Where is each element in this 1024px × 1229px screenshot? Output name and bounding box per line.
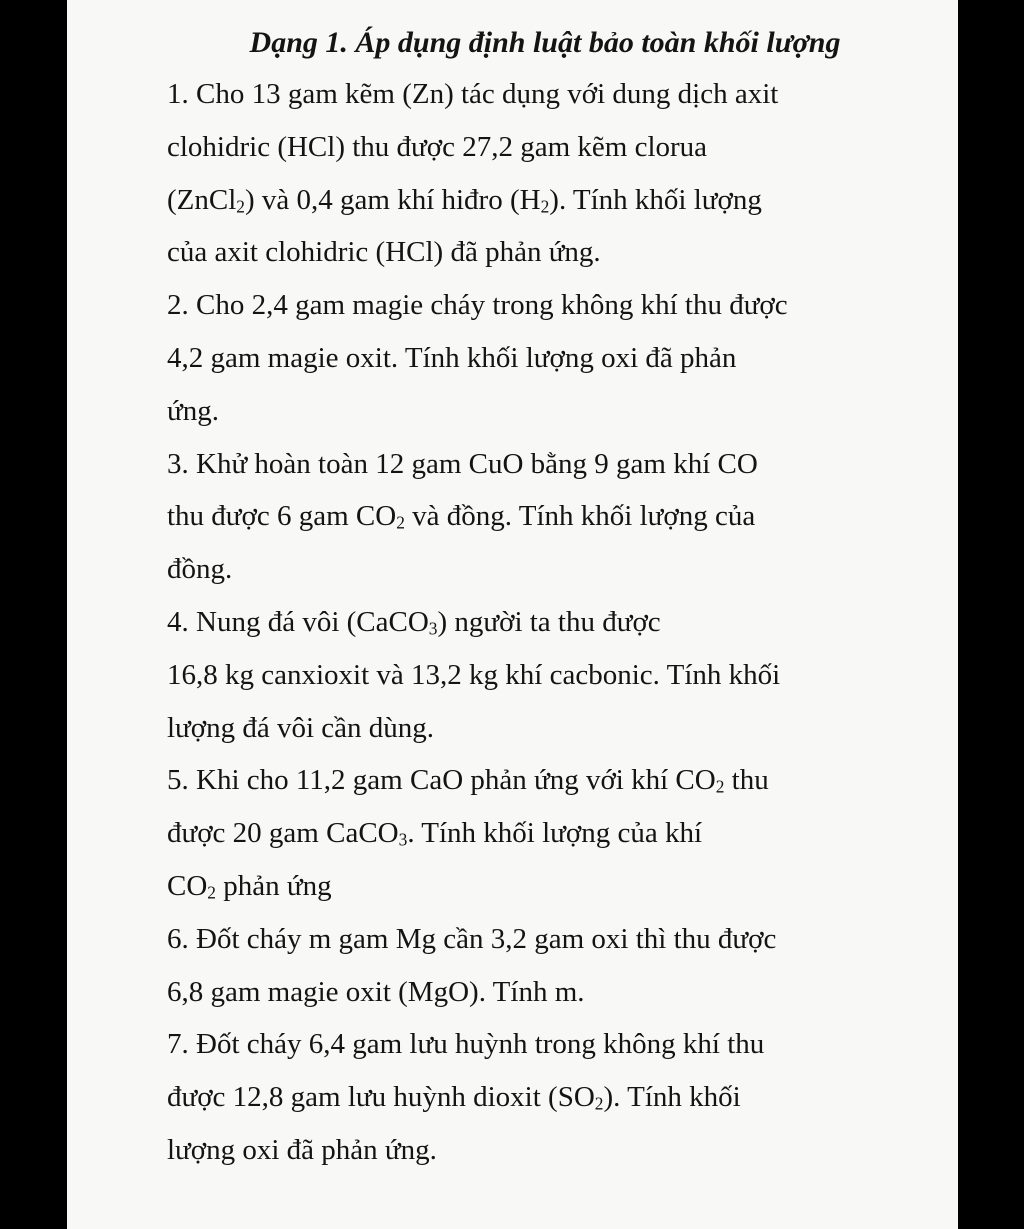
problem-line: 16,8 kg canxioxit và 13,2 kg khí cacbonic. Tính khối [167, 658, 781, 691]
problem-line-formula [167, 807, 908, 860]
text-part: ). Tính khối lượng [549, 183, 762, 216]
problem-line: lượng đá vôi cần dùng. [167, 711, 435, 744]
problem-line-formula [167, 860, 908, 913]
text-part: được 12,8 gam lưu huỳnh dioxit (SO [167, 1081, 595, 1114]
problem-line-formula [167, 490, 908, 543]
problem-line-formula [167, 174, 908, 227]
subscript: 2 [715, 776, 725, 797]
subscript: 2 [207, 882, 216, 903]
document-page [67, 0, 958, 1229]
problem-line: 3. Khử hoàn toàn 12 gam CuO bằng 9 gam khí CO [167, 447, 758, 480]
problem-line: 4,2 gam magie oxit. Tính khối lượng oxi đã phản [167, 341, 737, 374]
text-part: ). Tính khối [603, 1081, 741, 1114]
subscript: 3 [398, 829, 408, 850]
problem-line: lượng oxi đã phản ứng. [167, 1133, 437, 1166]
problem-line: đồng. [167, 553, 233, 586]
text-part: . Tính khối lượng của khí [407, 817, 703, 850]
problem-line-formula [167, 1071, 908, 1124]
subscript: 2 [396, 512, 405, 533]
text-part: thu được 6 gam CO [167, 500, 397, 533]
text-part: được 20 gam CaCO [167, 817, 399, 850]
problem-line-formula [167, 596, 908, 649]
problem-line: 1. Cho 13 gam kẽm (Zn) tác dụng với dung dịch axit [167, 78, 779, 110]
page-title: Dạng 1. Áp dụng định luật bảo toàn khối lượng [249, 26, 841, 59]
problem-5 [167, 754, 908, 912]
text-part: và đồng. Tính khối lượng của [404, 500, 756, 533]
problem-4 [167, 596, 908, 754]
text-part: (ZnCl [167, 183, 237, 216]
text-part: phản ứng [216, 869, 332, 902]
problem-line: 7. Đốt cháy 6,4 gam lưu huỳnh trong không khí thu [167, 1028, 765, 1061]
problem-2 [167, 279, 908, 437]
problem-line: clohidric (HCl) thu được 27,2 gam kẽm clorua [167, 130, 708, 163]
problem-line: của axit clohidric (HCl) đã phản ứng. [167, 236, 601, 269]
subscript: 2 [594, 1093, 604, 1114]
text-part: 4. Nung đá vôi (CaCO [167, 605, 429, 638]
subscript: 3 [428, 618, 438, 639]
problem-3 [167, 438, 908, 596]
subscript: 2 [236, 196, 245, 217]
text-part: 5. Khi cho 11,2 gam CaO phản ứng với khí CO [167, 764, 716, 797]
problem-6 [167, 913, 908, 1019]
problem-7 [167, 1018, 908, 1176]
text-part: ) người ta thu được [437, 605, 661, 638]
problem-line: 2. Cho 2,4 gam magie cháy trong không khí thu được [167, 289, 788, 322]
subscript: 2 [540, 196, 550, 217]
problem-line: ứng. [167, 394, 219, 427]
text-part: thu [724, 764, 769, 797]
problem-1 [167, 68, 908, 279]
problem-line-formula [167, 754, 908, 807]
text-part: ) và 0,4 gam khí hiđro (H [244, 183, 541, 216]
text-part: CO [167, 869, 208, 902]
problem-line: 6,8 gam magie oxit (MgO). Tính m. [167, 975, 585, 1008]
problem-line: 6. Đốt cháy m gam Mg cần 3,2 gam oxi thì thu được [167, 922, 777, 955]
